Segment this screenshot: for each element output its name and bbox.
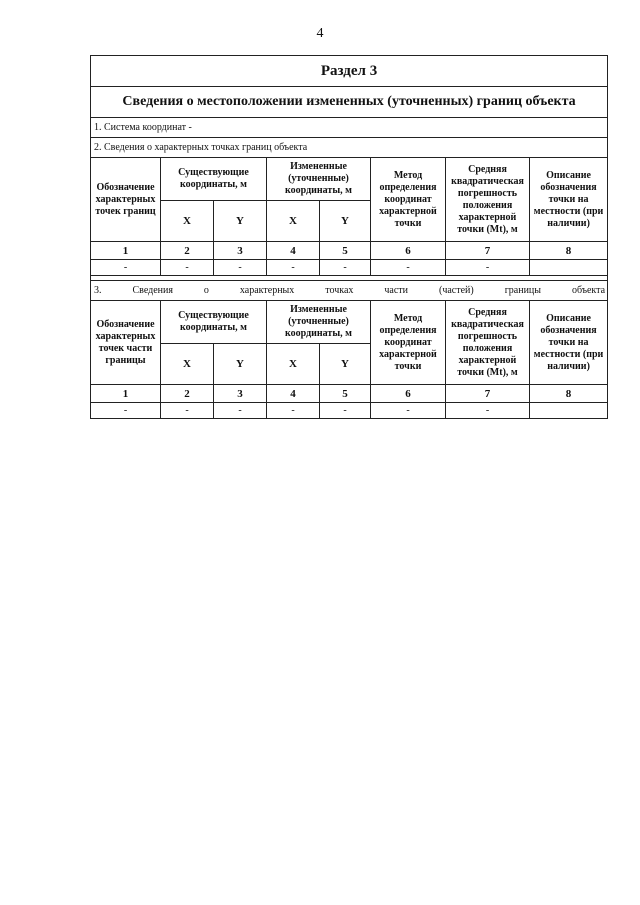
table-cell: -	[320, 260, 371, 276]
table-cell: -	[446, 260, 530, 276]
table-cell: -	[91, 260, 161, 276]
table-cell: -	[91, 403, 161, 419]
column-number: 3	[214, 385, 267, 403]
column-number: 1	[91, 385, 161, 403]
header-point-designation: Обозначение характерных точек части границы	[91, 301, 161, 385]
column-numbers-row	[91, 242, 608, 260]
header-accuracy: Средняя квадратическая погрешность положения характерной точки (Mt), м	[446, 158, 530, 242]
coordinate-system: 1. Система координат -	[91, 118, 608, 138]
header-existing-x: X	[161, 201, 214, 242]
table-cell: -	[320, 403, 371, 419]
header-existing-x: X	[161, 344, 214, 385]
table-row	[91, 403, 608, 419]
page-number: 4	[316, 26, 324, 41]
table-cell: -	[446, 403, 530, 419]
header-changed-x: X	[267, 344, 320, 385]
table-cell: -	[267, 260, 320, 276]
header-changed-x: X	[267, 201, 320, 242]
header-method: Метод определения координат характерной точки	[371, 158, 446, 242]
column-number: 8	[530, 385, 608, 403]
header-description: Описание обозначения точки на местности (при наличии)	[530, 158, 608, 242]
table-cell: -	[371, 403, 446, 419]
table-cell	[530, 403, 608, 419]
column-numbers-row	[91, 385, 608, 403]
column-number: 8	[530, 242, 608, 260]
section-heading: Сведения о местоположении измененных (уточненных) границ объекта	[91, 87, 608, 118]
column-number: 5	[320, 242, 371, 260]
table-cell: -	[161, 403, 214, 419]
header-accuracy: Средняя квадратическая погрешность положения характерной точки (Mt), м	[446, 301, 530, 385]
table-cell: -	[267, 403, 320, 419]
table-cell: -	[371, 260, 446, 276]
table-cell: -	[161, 260, 214, 276]
header-existing-y: Y	[214, 344, 267, 385]
header-changed-y: Y	[320, 201, 371, 242]
column-number: 6	[371, 385, 446, 403]
table-cell: -	[214, 403, 267, 419]
header-changed-y: Y	[320, 344, 371, 385]
column-number: 4	[267, 385, 320, 403]
column-number: 4	[267, 242, 320, 260]
header-changed-coordinates: Измененные (уточненные) координаты, м	[267, 301, 371, 344]
column-number: 7	[446, 385, 530, 403]
column-number: 2	[161, 242, 214, 260]
section-title: Раздел 3	[91, 56, 608, 87]
column-number: 3	[214, 242, 267, 260]
points-caption: 2. Сведения о характерных точках границ объекта	[91, 138, 608, 158]
header-existing-y: Y	[214, 201, 267, 242]
column-number: 2	[161, 385, 214, 403]
table-cell	[530, 260, 608, 276]
section-table	[90, 55, 608, 419]
header-existing-coordinates: Существующие координаты, м	[161, 301, 267, 344]
table-row	[91, 260, 608, 276]
column-number: 7	[446, 242, 530, 260]
header-changed-coordinates: Измененные (уточненные) координаты, м	[267, 158, 371, 201]
header-method: Метод определения координат характерной точки	[371, 301, 446, 385]
column-number: 6	[371, 242, 446, 260]
table-cell: -	[214, 260, 267, 276]
header-point-designation: Обозначение характерных точек границ	[91, 158, 161, 242]
column-number: 1	[91, 242, 161, 260]
header-description: Описание обозначения точки на местности (при наличии)	[530, 301, 608, 385]
parts-caption: 3. Сведения о характерных точках части (частей) границы объекта	[91, 281, 608, 301]
column-number: 5	[320, 385, 371, 403]
header-existing-coordinates: Существующие координаты, м	[161, 158, 267, 201]
